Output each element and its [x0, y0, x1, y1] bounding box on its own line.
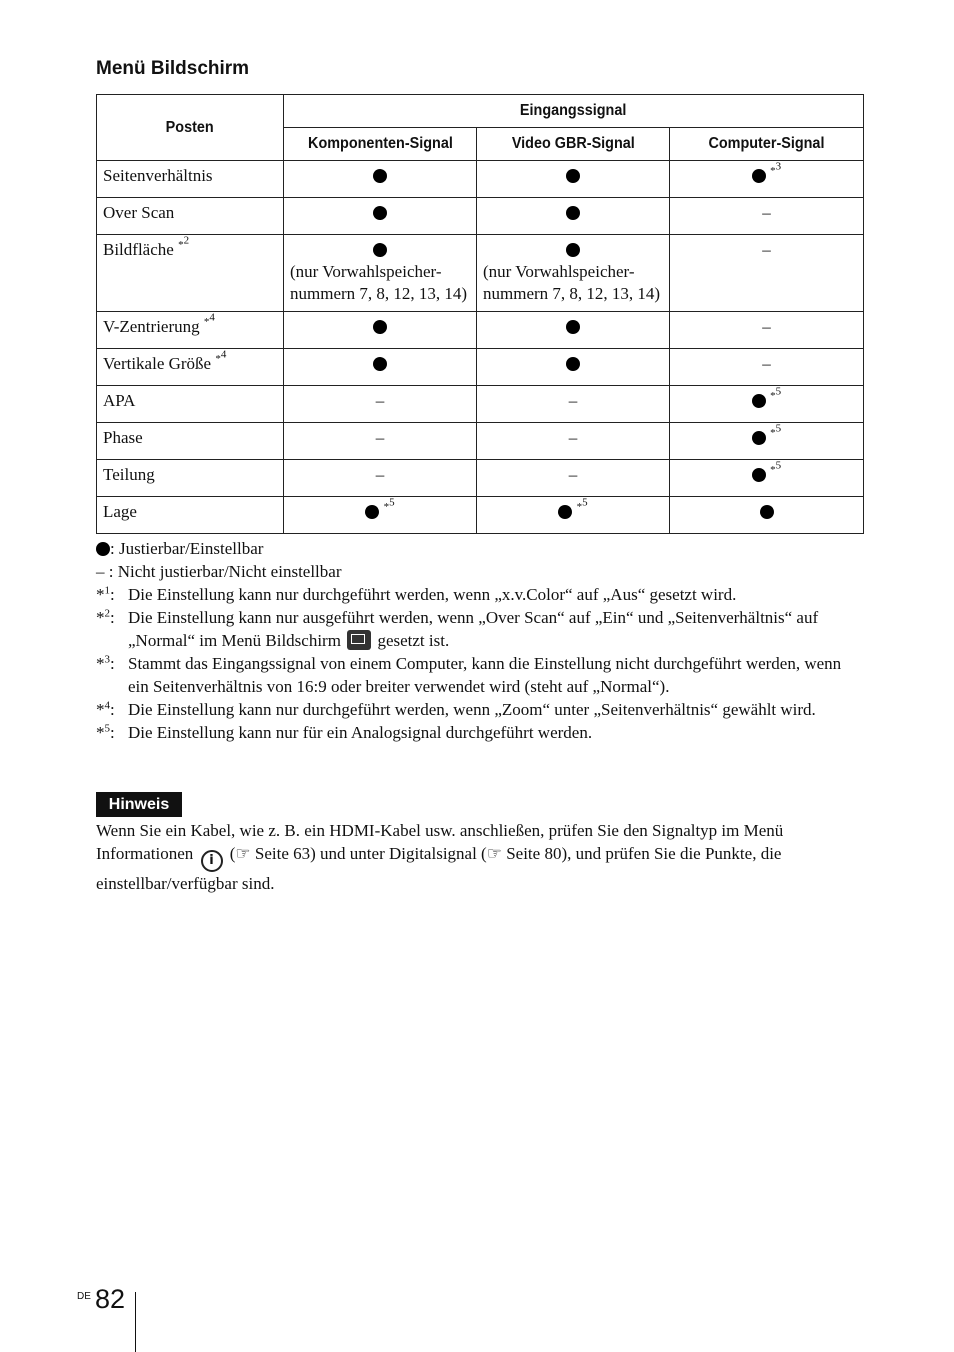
row-label: Lage — [97, 497, 284, 534]
not-adjustable-mark: – — [762, 240, 771, 259]
matrix-body — [97, 161, 864, 534]
adjustable-dot-icon — [752, 169, 766, 183]
page-language: DE — [77, 1291, 91, 1302]
page-number: 82 — [95, 1284, 126, 1314]
table-cell — [284, 460, 477, 497]
not-adjustable-mark: – — [762, 203, 771, 222]
table-cell — [284, 423, 477, 460]
adjustable-dot-icon — [566, 169, 580, 183]
table-row — [97, 312, 864, 349]
footnote-1: *$^1$: Die Einstellung kann nur durchgeführt werden, wenn „x.v.Color“ auf „Aus“ gesetzt wird. — [96, 584, 737, 604]
row-label: Teilung — [97, 460, 284, 497]
footnote-5: *$^5$: Die Einstellung kann nur für ein Analogsignal durchgeführt werden. — [96, 722, 593, 742]
not-adjustable-mark: – — [375, 428, 385, 447]
table-cell: *3 — [670, 161, 864, 198]
adjustable-dot-icon — [373, 243, 387, 257]
table-cell — [670, 198, 864, 235]
table-cell — [670, 312, 864, 349]
page-divider — [135, 1292, 136, 1352]
row-label: APA — [97, 386, 284, 423]
table-cell — [670, 497, 864, 534]
table-row — [97, 235, 864, 312]
adjustable-dot-icon — [373, 357, 387, 371]
row-label: Vertikale Größe $^{*^4}$ — [97, 349, 284, 386]
table-cell — [284, 235, 477, 312]
not-adjustable-mark: – — [568, 428, 578, 447]
hint-text: Wenn Sie ein Kabel, wie z. B. ein HDMI-Kabel usw. anschließen, prüfen Sie den Signaltyp im Menü Informationen i (☞ Seite 63) und unter Digitalsignal (☞ Seite 80), und prüfen Sie die Punkte, die einstellbar/verfügbar sind. — [96, 821, 784, 893]
row-label: Bildfläche $^{*^2}$ — [97, 235, 284, 312]
table-cell — [284, 198, 477, 235]
adjustable-dot-icon — [558, 505, 572, 519]
table-cell: *5 — [670, 386, 864, 423]
table-cell — [284, 312, 477, 349]
table-cell — [477, 386, 670, 423]
legend-dash: – : Nicht justierbar/Nicht einstellbar — [96, 562, 342, 581]
adjustable-dot-icon — [96, 542, 110, 556]
footnote-3: *$^3$: Stammt das Eingangssignal von einem Computer, kann die Einstellung nicht durchgeführt werden, wenn ein Seitenverhältnis von 16:9 oder breiter verwendet wird (steht auf „Normal“). — [96, 653, 842, 696]
cell-note: (nur Vorwahlspeicher-nummern 7, 8, 12, 13, 14) — [483, 262, 661, 303]
not-adjustable-mark: – — [568, 465, 578, 484]
screen-menu-icon — [347, 630, 371, 650]
table-row — [97, 386, 864, 423]
table-cell — [284, 161, 477, 198]
row-label: Over Scan — [97, 198, 284, 235]
table-cell — [477, 235, 670, 312]
table-cell: *5 — [477, 497, 670, 534]
adjustable-dot-icon — [752, 431, 766, 445]
not-adjustable-mark: – — [762, 317, 771, 336]
table-row — [97, 460, 864, 497]
adjustable-dot-icon — [566, 206, 580, 220]
table-cell — [477, 460, 670, 497]
table-cell: *5 — [670, 460, 864, 497]
table-cell: *5 — [670, 423, 864, 460]
legend — [96, 537, 866, 744]
table-row — [97, 349, 864, 386]
hint-badge: Hinweis — [96, 792, 182, 817]
adjustable-dot-icon — [566, 320, 580, 334]
not-adjustable-mark: – — [762, 354, 771, 373]
header-computer: Computer-Signal — [670, 128, 864, 161]
row-label: Seitenverhältnis — [97, 161, 284, 198]
adjustable-dot-icon — [760, 505, 774, 519]
section-heading: Menü Bildschirm — [96, 58, 250, 79]
settings-matrix — [96, 94, 864, 534]
cell-note: (nur Vorwahlspeicher-nummern 7, 8, 12, 13, 14) — [290, 262, 468, 303]
table-row — [97, 423, 864, 460]
header-eingangssignal: Eingangssignal — [284, 95, 864, 128]
footnote-4: *$^4$: Die Einstellung kann nur durchgeführt werden, wenn „Zoom“ unter „Seitenverhältnis“ gewählt wird. — [96, 699, 816, 719]
row-label: V-Zentrierung $^{*^4}$ — [97, 312, 284, 349]
adjustable-dot-icon — [752, 468, 766, 482]
table-cell — [477, 423, 670, 460]
information-icon: i — [201, 850, 223, 872]
table-cell — [477, 349, 670, 386]
table-cell — [670, 349, 864, 386]
table-cell — [477, 198, 670, 235]
not-adjustable-mark: – — [375, 391, 385, 410]
adjustable-dot-icon — [752, 394, 766, 408]
header-video-gbr: Video GBR-Signal — [477, 128, 670, 161]
footnote-2: *$^2$: Die Einstellung kann nur ausgeführt werden, wenn „Over Scan“ auf „Ein“ und „Seitenverhältnis“ auf „Normal“ im Menü Bildschirm gesetzt ist. — [96, 607, 819, 650]
not-adjustable-mark: – — [375, 465, 385, 484]
adjustable-dot-icon — [566, 357, 580, 371]
table-row — [97, 161, 864, 198]
header-komponenten: Komponenten-Signal — [284, 128, 477, 161]
row-label: Phase — [97, 423, 284, 460]
adjustable-dot-icon — [365, 505, 379, 519]
table-row — [97, 497, 864, 534]
legend-dot: : Justierbar/Einstellbar — [96, 537, 866, 560]
table-row — [97, 198, 864, 235]
table-cell — [477, 312, 670, 349]
table-cell — [477, 161, 670, 198]
table-cell — [284, 386, 477, 423]
adjustable-dot-icon — [373, 320, 387, 334]
header-posten: Posten — [97, 95, 284, 161]
table-cell — [284, 349, 477, 386]
adjustable-dot-icon — [373, 169, 387, 183]
adjustable-dot-icon — [373, 206, 387, 220]
not-adjustable-mark: – — [568, 391, 578, 410]
table-cell: *5 — [284, 497, 477, 534]
adjustable-dot-icon — [566, 243, 580, 257]
table-cell — [670, 235, 864, 312]
